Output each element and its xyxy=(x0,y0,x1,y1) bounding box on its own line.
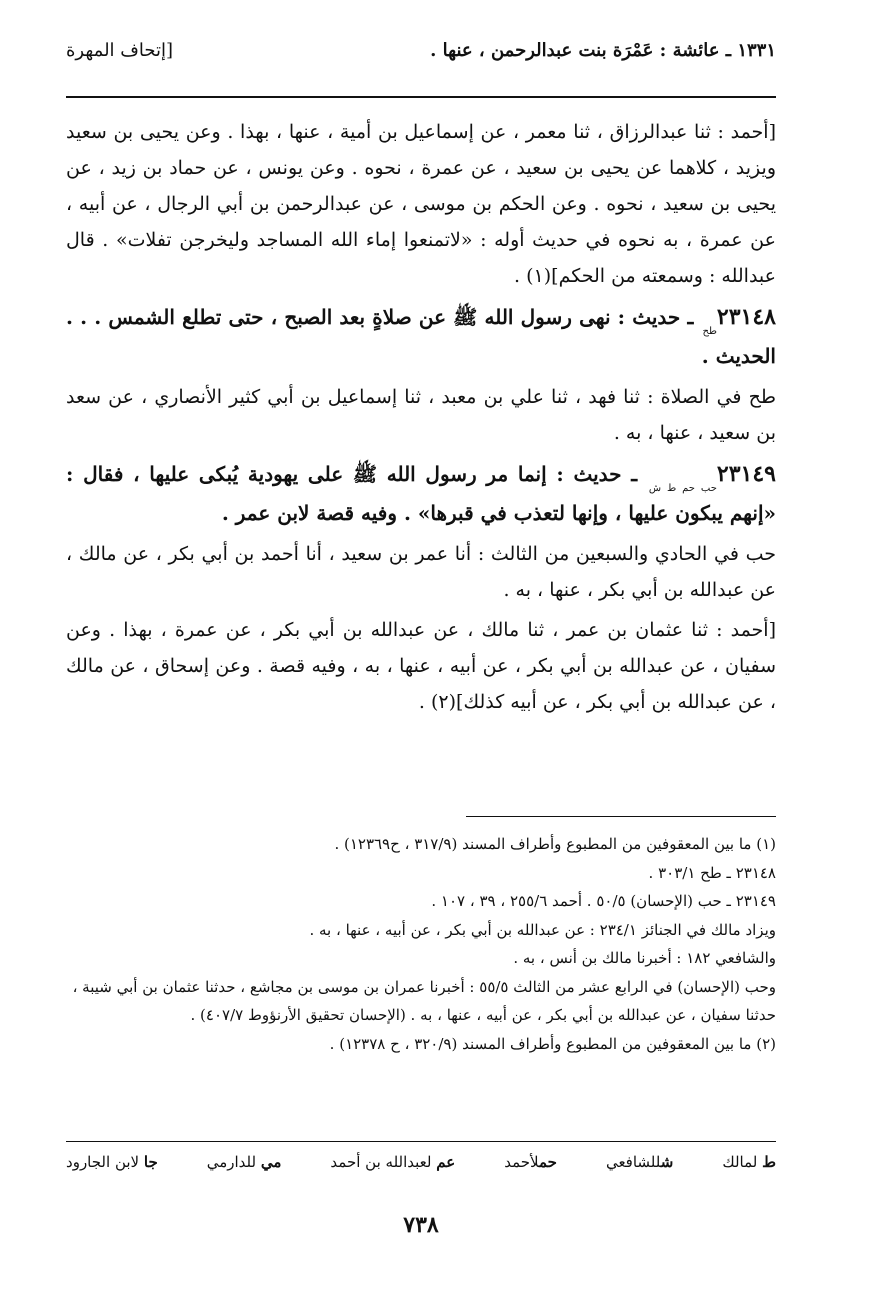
paragraph-tahawi: طح في الصلاة : ثنا فهد ، ثنا علي بن معبد ، ثنا إسماعيل بن أبي كثير الأنصاري ، عن سعد بن سعيد ، عنها ، به . xyxy=(66,386,776,444)
hadith-text: ـ حديث : نهى رسول الله ﷺ عن صلاةٍ بعد الصبح ، حتى تطلع الشمس . . . الحديث . xyxy=(66,305,776,368)
hadith-number: ٢٣١٤٩ xyxy=(716,461,776,487)
legend-item: مي للدارمي xyxy=(206,1153,282,1171)
paragraph-ahmad-2: [أحمد : ثنا عثمان بن عمر ، ثنا مالك ، عن عبدالله بن أبي بكر ، عن عمرة ، بهذا . وعن سفيان ، عن عبدالله بن أبي بكر ، عن أبيه ، عنها ، به ، وفيه قصة . وعن إسحاق ، عن مالك ، عن عبدالله بن أبي بكر ، عن أبيه كذلك](٢) . xyxy=(66,619,776,713)
paragraph-ahmad-1: [أحمد : ثنا عبدالرزاق ، ثنا معمر ، عن إسماعيل بن أمية ، عنها ، بهذا . وعن يحيى بن سعيد ويزيد ، كلاهما عن يحيى بن سعيد ، عن عمرة ، نحوه . وعن يونس ، عن حماد بن زيد ، عن يحيى بن سعيد ، نحوه . وعن الحكم بن موسى ، عن عبدالرحمن بن أبي الرجال ، عن أبيه ، عن عمرة ، به نحوه في حديث أوله : «لاتمنعوا إماء الله المساجد وليخرجن تفلات» . قال عبدالله : وسمعته من الحكم](١) . xyxy=(66,121,776,287)
legend-item: شللشافعي xyxy=(605,1153,674,1171)
legend-item: جا لابن الجارود xyxy=(66,1153,158,1171)
hadith-23148 xyxy=(66,300,776,373)
hadith-23149 xyxy=(66,457,776,530)
abbreviation-legend xyxy=(66,1153,776,1171)
main-text xyxy=(66,114,776,724)
legend-item: عم لعبدالله بن أحمد xyxy=(330,1153,456,1171)
header-book-name: [إتحاف المهرة xyxy=(66,40,174,61)
footnote-separator xyxy=(466,816,776,817)
hadith-number: ٢٣١٤٨ xyxy=(716,304,776,330)
paragraph-ibn-hibban: حب في الحادي والسبعين من الثالث : أنا عمر بن سعيد ، أنا أحمد بن أبي بكر ، عن مالك ، عن عبدالله بن أبي بكر ، عنها ، به . xyxy=(66,543,776,601)
footnotes xyxy=(66,830,776,1058)
hadith-sigla: طح xyxy=(702,326,717,337)
footnote-23149: ٢٣١٤٩ ـ حب (الإحسان) ٥٠/٥ . أحمد ٢٥٥/٦ ، ٣٩ ، ١٠٧ . xyxy=(431,892,776,910)
footnote-1: (١) ما بين المعقوفين من المطبوع وأطراف المسند (٣١٧/٩ ، ح١٢٣٦٩) . xyxy=(334,835,776,853)
footnote-ihsan: وحب (الإحسان) في الرابع عشر من الثالث ٥٥/٥ : أخبرنا عمران بن موسى بن مجاشع ، حدثنا عثمان بن أبي شيبة ، حدثنا سفيان ، عن عبدالله بن أبي بكر ، عن أبيه ، عنها ، به . (الإحسان تحقيق الأرنؤوط ٤٠٧/٧) . xyxy=(72,977,776,1024)
hadith-text: ـ حديث : إنما مر رسول الله ﷺ على يهودية يُبكى عليها ، فقال : «إنهم يبكون عليها ، وإنها لتعذب في قبرها» . وفيه قصة لابن عمر . xyxy=(66,462,776,525)
legend-item: ط لمالك xyxy=(722,1153,776,1171)
header-rule xyxy=(66,96,776,98)
footnote-shafii: والشافعي ١٨٢ : أخبرنا مالك بن أنس ، به . xyxy=(513,949,776,967)
hadith-sigla: حب حم ط ش xyxy=(648,483,717,494)
legend-rule xyxy=(66,1141,776,1142)
footnote-malik: ويزاد مالك في الجنائز ٢٣٤/١ : عن عبدالله بن أبي بكر ، عن أبيه ، عنها ، به . xyxy=(309,920,776,939)
book-page xyxy=(66,40,776,1238)
running-header xyxy=(66,40,776,86)
footnote-2: (٢) ما بين المعقوفين من المطبوع وأطراف المسند (٣٢٠/٩ ، ح ١٢٣٧٨) . xyxy=(329,1034,776,1053)
page-number: ٧٣٨ xyxy=(403,1212,439,1238)
legend-item: حملأحمد xyxy=(504,1153,557,1171)
header-title: ١٣٣١ ـ عائشة : عَمْرَة بنت عبدالرحمن ، عنها . xyxy=(430,40,776,61)
footnote-23148: ٢٣١٤٨ ـ طح ٣٠٣/١ . xyxy=(648,863,776,882)
